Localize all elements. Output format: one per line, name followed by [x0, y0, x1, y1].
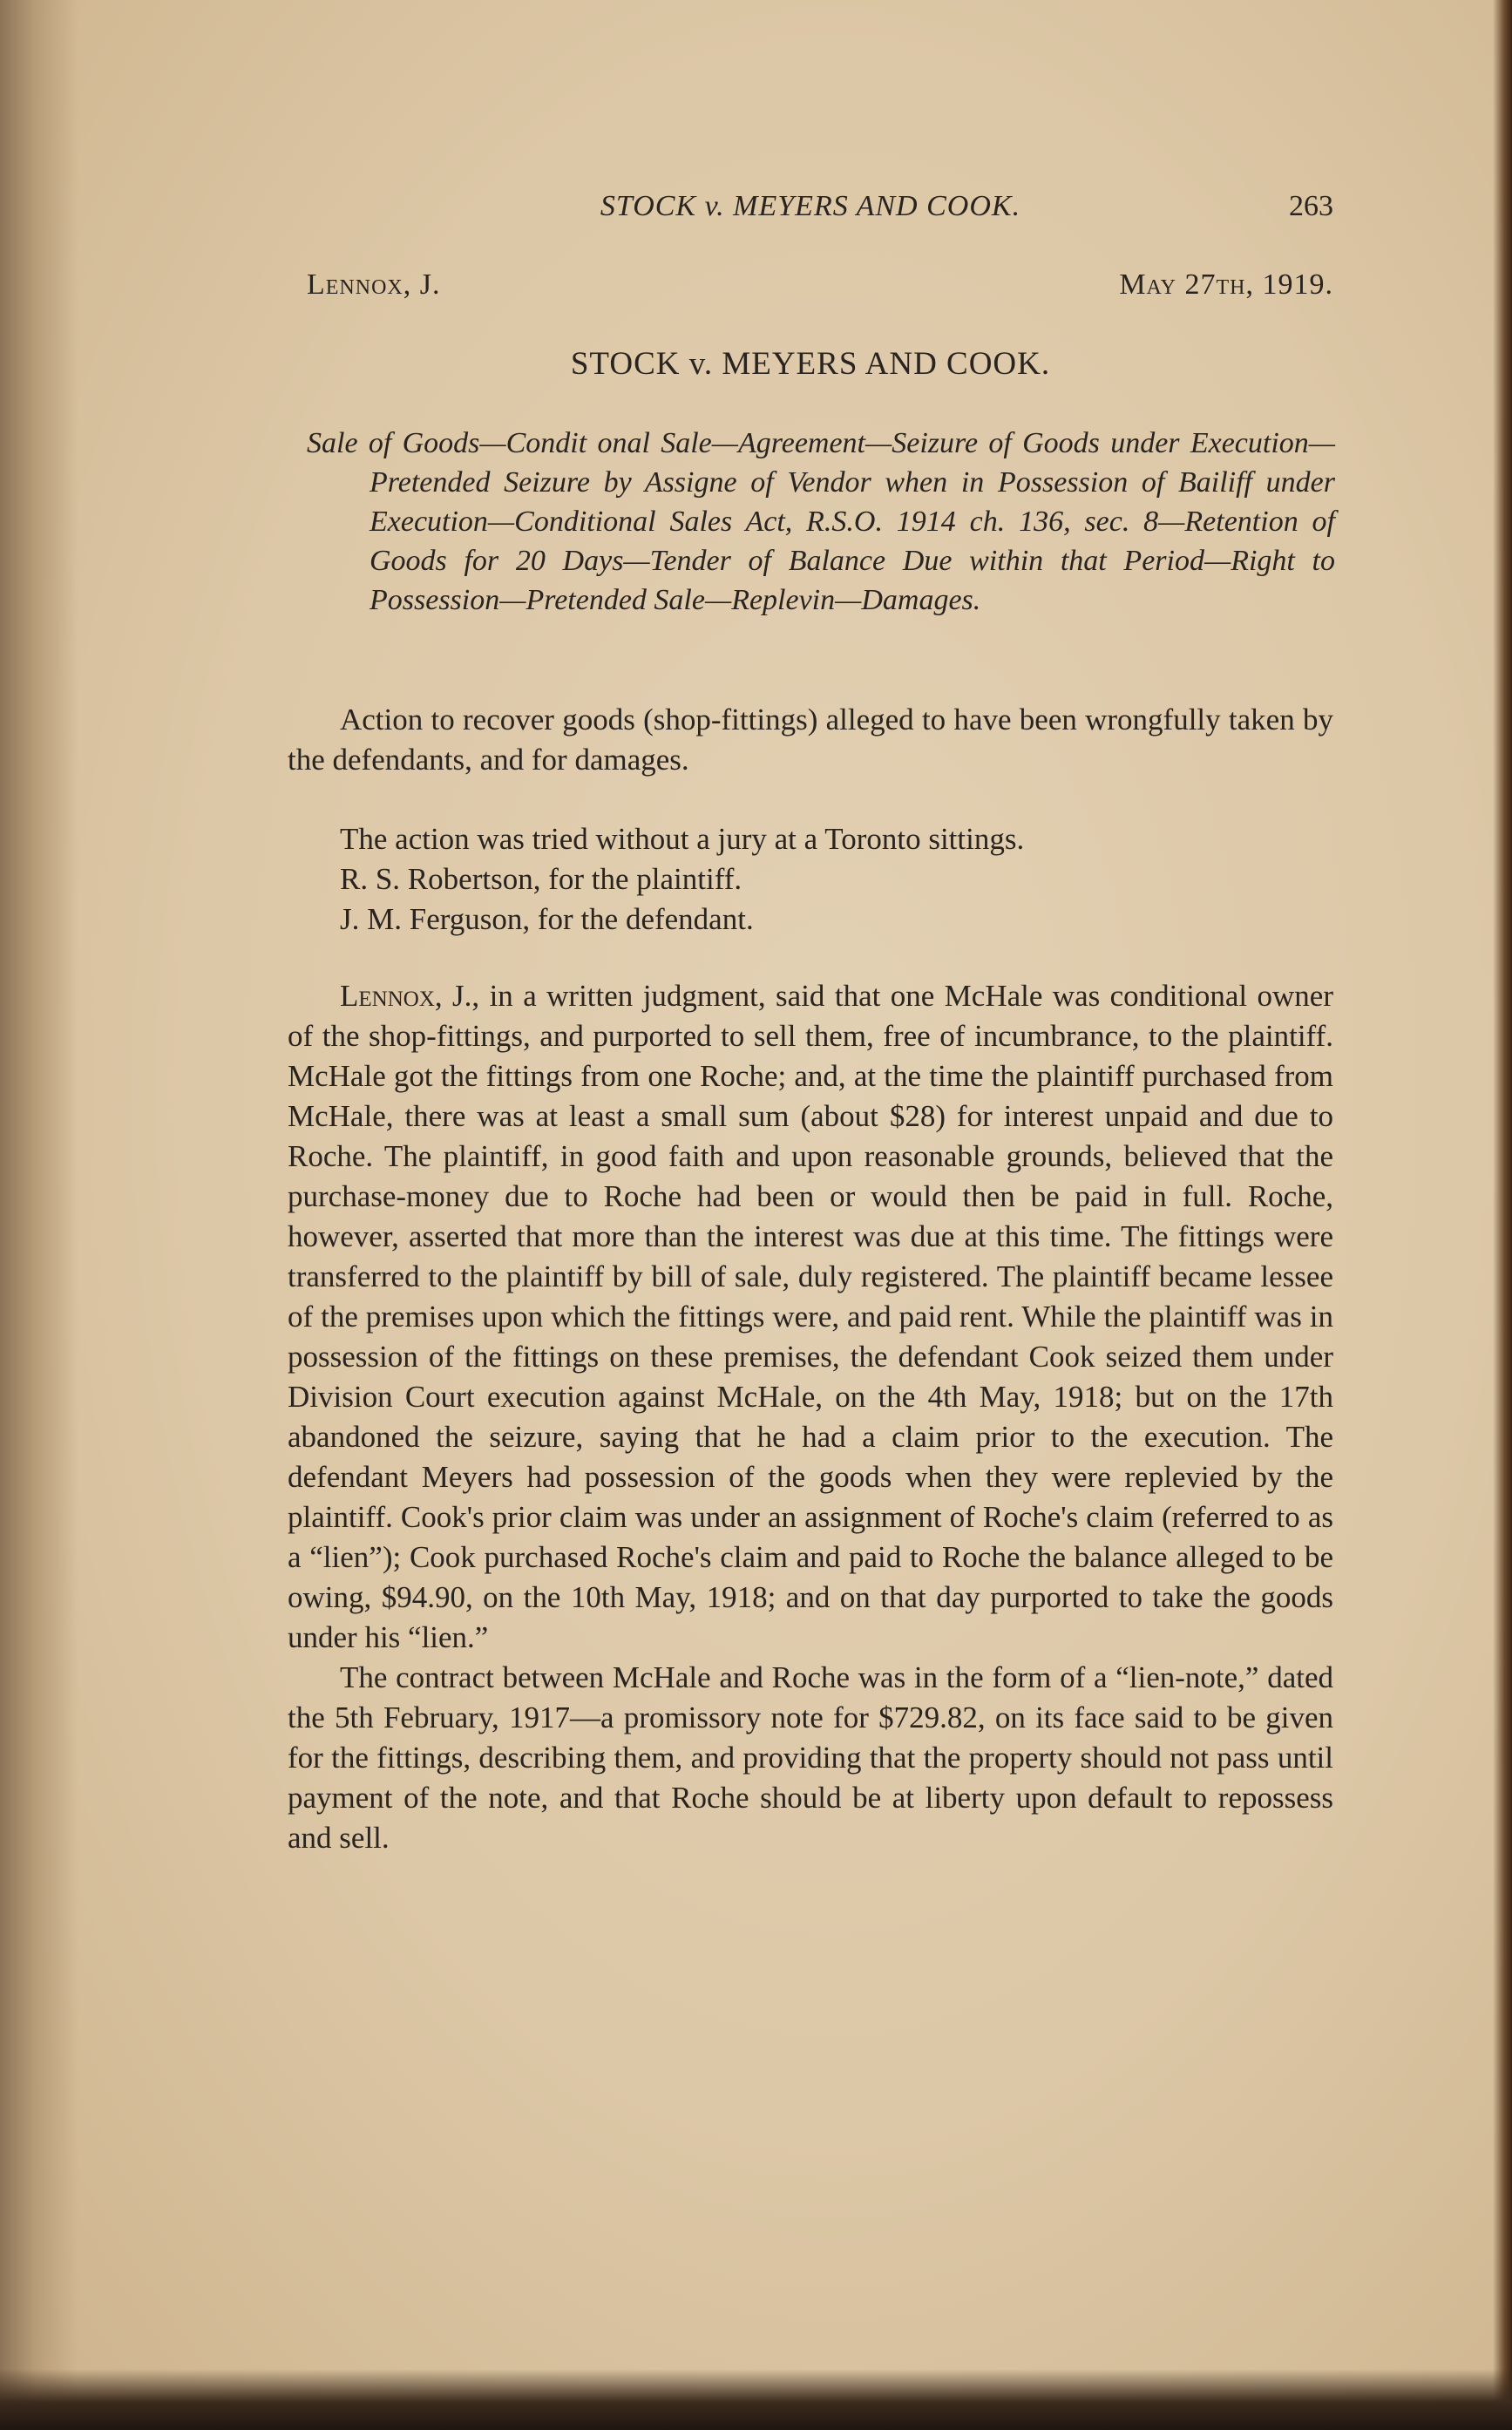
running-title: STOCK v. MEYERS AND COOK.	[600, 190, 1021, 222]
headnote: Sale of Goods—Condit onal Sale—Agreement—Seizure of Goods under Execution—Pretended Seizure by Assigne of Vendor when in Possession of Bailiff under Execution—Conditional Sales Act, R.S.O. 1914 ch. 136, sec. 8—Retention of Goods for 20 Days—Tender of Balance Due within that Period—Right to Possession—Pretended Sale—Replevin—Damages.	[307, 427, 1335, 616]
action-text: Action to recover goods (shop-fittings) alleged to have been wrongfully taken by the defendants, and for damages.	[288, 703, 1333, 777]
defendant-counsel: J. M. Ferguson, for the defendant.	[340, 902, 754, 936]
judgment-paragraph-1	[288, 976, 1333, 1658]
case-title: STOCK v. MEYERS AND COOK.	[570, 346, 1051, 382]
plaintiff-counsel: R. S. Robertson, for the plaintiff.	[340, 862, 742, 896]
running-head	[288, 190, 1333, 230]
trial-line: The action was tried without a jury at a Toronto sittings.	[340, 822, 1025, 856]
binding-shadow	[0, 0, 78, 2430]
judgment-paragraph-1-text: , in a written judgment, said that one McHale was conditional owner of the shop-fittings, and purported to sell them, free of incumbrance, to the plaintiff. McHale got the fittings from one Roche; and, at the time the plaintiff purchased from McHale, there was at least a small sum (about $28) for interest unpaid and due to Roche. The plaintiff, in good faith and upon reasonable grounds, believed that the purchase-money due to Roche had been or would then be paid in full. Roche, however, asserted that more than the interest was due at this time. The fittings were transferred to the plaintiff by bill of sale, duly registered. The plaintiff became lessee of the premises upon which the fittings were, and paid rent. While the plaintiff was in possession of the fittings on these premises, the defendant Cook seized them under Division Court execution against McHale, on the 4th May, 1918; but on the 17th abandoned the seizure, saying that he had a claim prior to the execution. The defendant Meyers had possession of the goods when they were replevied by the plaintiff. Cook's prior claim was under an assignment of Roche's claim (referred to as a “lien”); Cook purchased Roche's claim and paid to Roche the balance alleged to be owing, $94.90, on the 10th May, 1918; and on that day purported to take the goods under his “lien.”	[288, 979, 1333, 1654]
page-bottom-edge	[0, 2369, 1512, 2430]
page-right-edge	[1493, 0, 1512, 2430]
judgment-date: May 27th, 1919.	[1119, 268, 1333, 301]
page-number: 263	[1289, 190, 1333, 222]
judgment-body	[288, 976, 1333, 1858]
judge-name: Lennox, J.	[307, 268, 441, 301]
judgment-judge-lead: Lennox, J.	[340, 979, 472, 1013]
action-paragraph	[288, 700, 1333, 780]
trial-details	[288, 819, 1333, 940]
judge-date-line	[288, 268, 1333, 309]
judgment-paragraph-2: The contract between McHale and Roche was in the form of a “lien-note,” dated the 5th February, 1917—a promissory note for $729.82, on its face said to be given for the fittings, describing them, and providing that the property should not pass until payment of the note, and that Roche should be at liberty upon default to repossess and sell.	[288, 1660, 1333, 1855]
